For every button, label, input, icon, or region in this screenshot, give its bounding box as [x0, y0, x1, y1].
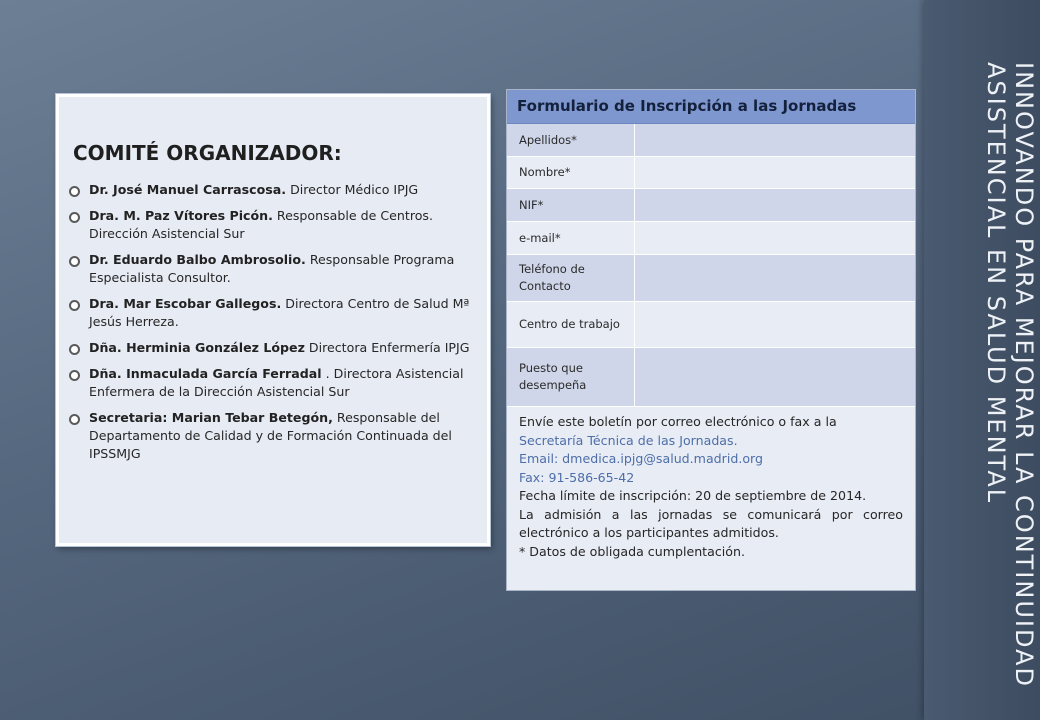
deadline-text: Fecha límite de inscripción: 20 de septiembre de 2014. [519, 488, 867, 503]
bullet-icon [69, 344, 80, 355]
member-name: Dr. Eduardo Balbo Ambrosolio. [89, 252, 306, 267]
form-row-email [507, 222, 915, 255]
committee-member [69, 295, 489, 331]
secretary-link: Secretaría Técnica de las Jornadas. [519, 432, 738, 448]
committee-member [69, 181, 489, 199]
committee-member-list [69, 181, 489, 471]
member-role: . Directora Asistencial Enfermera de la Dirección Asistencial Sur [89, 366, 464, 399]
admission-text: La admisión a las jornadas se comunicará por correo electrónico a los participantes admitidos. [519, 506, 903, 540]
committee-member [69, 339, 489, 357]
member-name: Dña. Inmaculada García Ferradal [89, 366, 322, 381]
bullet-icon [69, 256, 80, 267]
member-role: Responsable de Centros. Dirección Asistencial Sur [89, 208, 433, 241]
committee-panel [56, 94, 490, 546]
member-name: Dña. Herminia González López [89, 340, 305, 355]
telefono-label: Teléfono de Contacto [507, 255, 635, 301]
committee-member [69, 365, 489, 401]
centro-input[interactable] [635, 302, 915, 347]
send-instructions: Envíe este boletín por correo electrónico o fax a la [519, 414, 837, 429]
email-input[interactable] [635, 222, 915, 254]
member-name: Dr. José Manuel Carrascosa. [89, 182, 287, 197]
bullet-icon [69, 186, 80, 197]
form-row-nombre [507, 157, 915, 189]
bullet-icon [69, 212, 80, 223]
puesto-input[interactable] [635, 348, 915, 406]
apellidos-label: Apellidos* [507, 124, 635, 156]
apellidos-input[interactable] [635, 124, 915, 156]
nombre-label: Nombre* [507, 157, 635, 188]
fax-number: Fax: 91-586-65-42 [519, 469, 635, 485]
slide-title-line-1: INNOVANDO PARA MEJORAR LA CONTINUIDAD [1010, 62, 1038, 688]
bullet-icon [69, 414, 80, 425]
member-role: Responsable del Departamento de Calidad y de Formación Continuada del IPSSMJG [89, 410, 452, 461]
form-row-telefono [507, 255, 915, 302]
member-name: Dra. M. Paz Vítores Picón. [89, 208, 273, 223]
committee-member [69, 207, 489, 243]
member-role: Directora Enfermería IPJG [304, 340, 470, 355]
member-role: Directora Centro de Salud Mª Jesús Herreza. [89, 296, 470, 329]
member-name: Secretaria: Marian Tebar Betegón, [89, 410, 333, 425]
form-notes [507, 407, 915, 561]
telefono-input[interactable] [635, 255, 915, 301]
bullet-icon [69, 370, 80, 381]
registration-form [506, 89, 916, 591]
slide-title [930, 62, 1038, 688]
committee-member [69, 251, 489, 287]
nif-input[interactable] [635, 189, 915, 221]
form-row-apellidos [507, 124, 915, 157]
email-link[interactable]: Email: dmedica.ipjg@salud.madrid.org [519, 451, 763, 466]
nif-label: NIF* [507, 189, 635, 221]
member-role: Responsable Programa Especialista Consultor. [89, 252, 455, 285]
form-row-centro [507, 302, 915, 348]
mandatory-note: * Datos de obligada cumplentación. [519, 543, 745, 559]
committee-member [69, 409, 489, 463]
form-row-puesto [507, 348, 915, 407]
puesto-label: Puesto que desempeña [507, 348, 635, 406]
centro-label: Centro de trabajo [507, 302, 635, 347]
nombre-input[interactable] [635, 157, 915, 188]
slide-title-line-2: ASISTENCIAL EN SALUD MENTAL [982, 62, 1010, 505]
email-label: e-mail* [507, 222, 635, 254]
bullet-icon [69, 300, 80, 311]
form-title: Formulario de Inscripción a las Jornadas [507, 90, 915, 124]
committee-title: COMITÉ ORGANIZADOR: [73, 141, 342, 165]
member-role: Director Médico IPJG [286, 182, 419, 197]
member-name: Dra. Mar Escobar Gallegos. [89, 296, 282, 311]
form-row-nif [507, 189, 915, 222]
